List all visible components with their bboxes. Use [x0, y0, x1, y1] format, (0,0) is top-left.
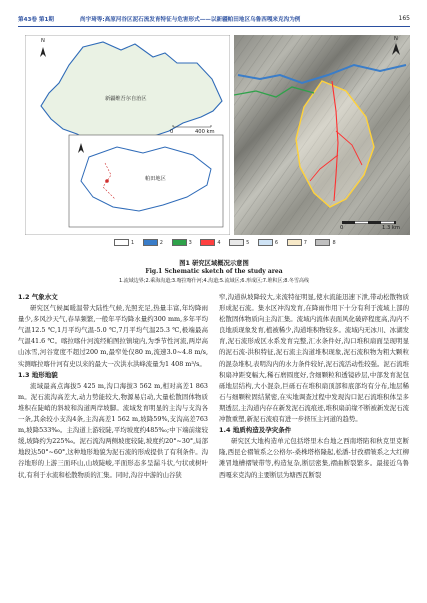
legend-swatch: [258, 239, 273, 246]
figure-caption-cn: 图1 研究区域概况示意图: [179, 260, 249, 267]
study-site-marker: [105, 179, 109, 183]
north-label: N: [41, 38, 45, 44]
legend-item: 8: [315, 239, 335, 246]
catchment-map-graphic: [234, 35, 410, 235]
map-legend: [114, 239, 343, 249]
page-number: 165: [398, 15, 410, 22]
legend-swatch: [315, 239, 330, 246]
figure-legend-text: 1.流域边界;2.乘海沟道;3.喀拉喀什河;4.沟道;5.流域区;6.形成区;7.堆积区;8.冬雪高线: [119, 278, 309, 284]
xinjiang-map: [25, 35, 230, 235]
scale-distance-label: 400 km: [195, 129, 215, 135]
running-title: 尚宇琦等:高原河谷区泥石流发育特征与危害形式——以新疆帕田地区乌鲁西嘎来克沟为例: [80, 17, 301, 23]
legend-swatch: [287, 239, 302, 246]
left-column: [18, 292, 208, 481]
scale-bar-segment: [381, 222, 394, 224]
north-label: N: [394, 36, 398, 42]
volume-label: 第43卷 第1期: [18, 17, 54, 23]
section-heading-geology: 1.4 地质构造及孕灾条件: [219, 426, 292, 435]
paragraph-geology: 研究区大地构造单元包括塔里木台地之西南塔陷和秋克里克断隆,西昆仑褶皱系之公格尔-桑株塔格隆起,松潘-甘孜褶皱系之大红柳滩冒地槽褶皱带等,构造复杂,断层密集,褶曲断裂繁多。最接近乌鲁西嘎来克沟的主要断层为塘西瓦断裂: [219, 437, 409, 479]
scale-distance-label: 1.3 km: [382, 225, 400, 231]
xinjiang-map-graphic: [25, 35, 230, 235]
section-heading-hydrology: 1.2 气象水文: [18, 293, 58, 301]
legend-swatch: [229, 239, 244, 246]
legend-item: 1: [114, 239, 134, 246]
legend-item: 5: [229, 239, 249, 246]
xinjiang-region-label: 新疆维吾尔自治区: [105, 96, 147, 102]
paragraph-channel-conditions: 窄,沟道纵坡降较大,来流特征明显,使水流能迅速下泄,带动松散物质形成泥石流。集水区冲沟发育,在降雨作用下十分有利于流域上部的松散固体物质向主沟汇集。流域内流体表面风化破碎程度高,沟内不良地质现象发育,植被稀少,沟道堆积物较多。流域内无冰川、冰湖发育,泥石流形成区水系发育完整,汇水条件好,沟口堆积扇面呈现明显的泥石流-洪积特征,泥石流主沟道堆积现象,泥石流积物为粗大颗粒的混杂堆积,表明沟内的水力条件较好,泥石流活动性较强。泥石流堆积扇冲距变幅大,稀石磨圆度好,含细颗粒和透镜砂层,中部发育泥包砾地层结构,大小混杂,巨砾石在堆积扇顶部和底部均有分布,地层稀石与细颗粒固结紧密,在实地调查过程中发现沟口泥石流堆积体呈多期透层,主沟道内存在新发泥石流痕迹,堆积扇前缘不断被新发泥石流冲散重塑,新泥石流痕有进一步挤压主河道的趋势。: [219, 293, 409, 424]
study-area-figure: [18, 35, 410, 255]
legend-item: 4: [200, 239, 220, 246]
legend-swatch: [143, 239, 158, 246]
paragraph-topography: 流域最高点海拔5 425 m,沟口海拔3 562 m,相对高差1 863 m。泥石流沟高差大,动力势能较大,物源易启动,大量松散固体物质堆积在陡峭的斜坡和沟道两岸坡脚。流域发育明显的主沟与支沟各一条,其余较小支沟4条,主沟高差1 562 m,坡降59%,支沟高差763 m,坡降533‰。主沟道上游较陡,平均坡度约485‰;中下端前缘较缓,坡降约为225‰。泥石流沟两侧坡度较陡,坡度约20°~30°,局部地段达50°~60°,这种地形地貌为泥石流的形成提供了有利条件。沟谷地形的上游三面环山,山坡陡峻,平面形态多呈漏斗状,勺状或树叶状,有利于水流和松散物质的汇集。同时,沟谷中游的山谷狭: [18, 381, 208, 479]
right-column: [219, 292, 409, 481]
legend-swatch: [172, 239, 187, 246]
section-heading-topography: 1.3 地形地貌: [18, 370, 58, 379]
patian-region-label: 帕田地区: [145, 176, 166, 182]
paragraph-hydrology: 研究区气候属暖温带大陆性气候,光照充足,热量丰富,年均降雨量少,多风沙天气,春旱频繁,一般年平均降水量约300 mm,多年平均气温12.5 ℃,1月平均气温-5.0 ℃,7月平均气温25.3 ℃,极端最高气温41.6 ℃。喀拉喀什河流经帕图拉镇境内,为季节性河流,两岸高山冰雪,河谷宽度不超过200 m,最窄处仅80 m,流速3.0~4.8 m/s,实测喀拉喀什河有史以来的最大一次洪水洪峰流量为1 408 m³/s。: [18, 304, 208, 368]
legend-item: 6: [258, 239, 278, 246]
scale-bar-segment: [355, 222, 368, 224]
scale-zero-label: 0: [340, 225, 344, 231]
catchment-terrain-map: [234, 35, 410, 235]
legend-item: 2: [143, 239, 163, 246]
legend-swatch: [114, 239, 129, 246]
figure-caption-en: Fig.1 Schematic sketch of the study area: [145, 268, 283, 275]
header-rule: [18, 26, 410, 27]
legend-item: 7: [287, 239, 307, 246]
legend-swatch: [200, 239, 215, 246]
legend-item: 3: [172, 239, 192, 246]
scale-zero-label: 0: [170, 129, 174, 135]
